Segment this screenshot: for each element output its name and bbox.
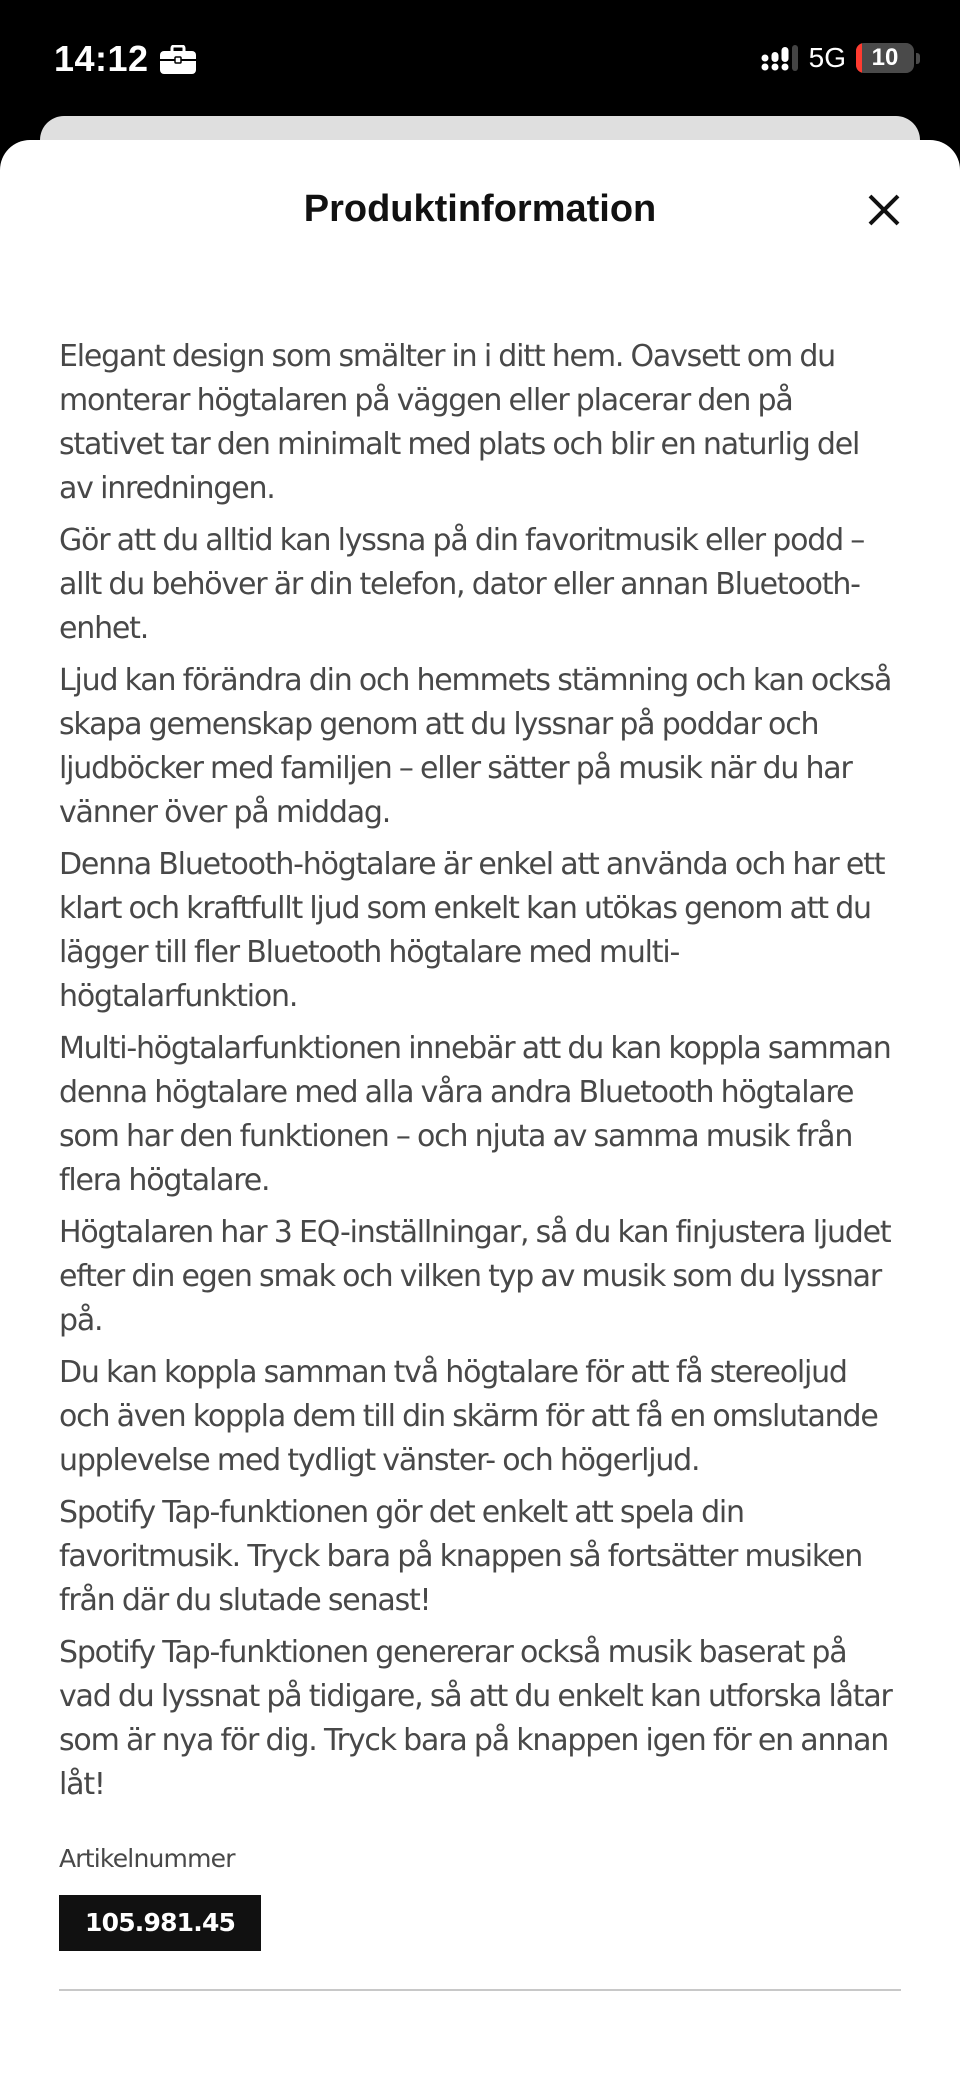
cellular-signal-icon [761,44,799,72]
description-paragraph: Spotify Tap-funktionen gör det enkelt att spela din favoritmusik. Tryck bara på knappen så fortsätter musiken från där du slutade senast! [59,1495,863,1618]
article-number-badge: 105.981.45 [59,1895,261,1951]
battery-level [856,43,862,73]
battery-cap [916,53,920,64]
product-info-modal [0,140,960,2100]
modal-header [0,140,960,280]
status-indicators [761,42,920,74]
description-paragraph: Du kan koppla samman två högtalare för att få stereoljud och även koppla dem till din skärm för att få en omslutande upplevelse med tydligt vänster- och högerljud. [59,1355,878,1478]
description-paragraph: Ljud kan förändra din och hemmets stämning och kan också skapa gemenskap genom att du lyssnar på poddar och ljudböcker med familjen – eller sätter på musik när du har vänner över på middag. [59,663,892,830]
close-button[interactable] [862,188,906,232]
clock: 14:12 [54,38,149,79]
description-paragraph: Denna Bluetooth-högtalare är enkel att använda och har ett klart och kraftfullt ljud som enkelt kan utökas genom att du lägger till fler Bluetooth högtalare med multi-högtalarfunktion. [59,847,885,1014]
status-bar [0,0,960,110]
battery-icon [856,43,914,73]
status-time-group [54,38,197,80]
modal-title: Produktinformation [303,188,657,230]
network-type: 5G [808,42,846,73]
briefcase-icon [159,45,197,75]
description-paragraph: Multi-högtalarfunktionen innebär att du kan koppla samman denna högtalare med alla våra andra Bluetooth högtalare som har den funktionen – och njuta av samma musik från flera högtalare. [59,1031,891,1198]
description-paragraph: Gör att du alltid kan lyssna på din favoritmusik eller podd – allt du behöver är din telefon, dator eller annan Bluetooth-enhet. [59,523,865,646]
close-icon [867,193,901,227]
description-paragraph: Elegant design som smälter in i ditt hem. Oavsett om du monterar högtalaren på väggen eller placerar den på stativet tar den minimalt med plats och blir en naturlig del av inredningen. [59,339,860,506]
description-paragraph: Spotify Tap-funktionen genererar också musik baserat på vad du lyssnat på tidigare, så att du enkelt kan utforska låtar som är nya för dig. Tryck bara på knappen igen för en annan låt! [59,1635,892,1802]
modal-content [59,335,899,1991]
description-paragraph: Högtalaren har 3 EQ-inställningar, så du kan finjustera ljudet efter din egen smak och vilken typ av musik som du lyssnar på. [59,1215,891,1338]
divider [59,1989,901,1991]
article-number-label: Artikelnummer [59,1844,235,1873]
battery-percent: 10 [871,44,899,71]
